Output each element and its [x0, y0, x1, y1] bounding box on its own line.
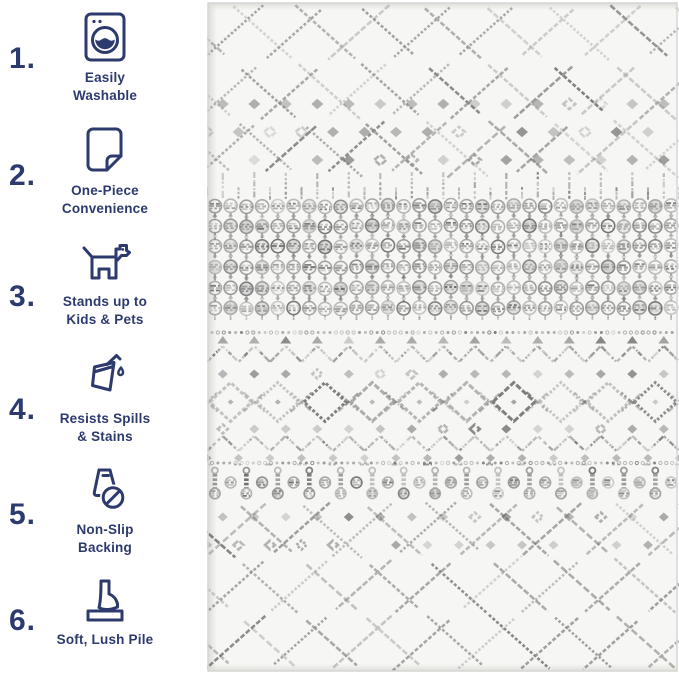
feature-number: 5.: [9, 498, 37, 531]
feature-label: Stands up to Kids & Pets: [62, 294, 148, 327]
feature-label: Easily Washable: [72, 70, 138, 103]
feature-label: Soft, Lush Pile: [56, 632, 154, 647]
feature-number: 2.: [9, 159, 37, 192]
one-piece-sheet-icon: [77, 125, 133, 177]
rug-photo: [207, 0, 679, 679]
foot-on-pile-icon: [76, 576, 134, 626]
feature-number: 3.: [9, 280, 37, 313]
feature-label: Resists Spills & Stains: [59, 411, 151, 444]
washing-machine-icon: [77, 10, 133, 64]
spill-glass-icon: [77, 351, 133, 405]
dog-icon: [76, 240, 134, 288]
feature-number: 1.: [9, 42, 37, 75]
feature-number: 6.: [9, 604, 37, 637]
feature-label: One-Piece Convenience: [61, 183, 149, 216]
non-slip-backing-icon: [77, 464, 133, 516]
feature-panel: [0, 0, 207, 679]
feature-label: Non-Slip Backing: [76, 522, 134, 555]
feature-number: 4.: [9, 393, 37, 426]
